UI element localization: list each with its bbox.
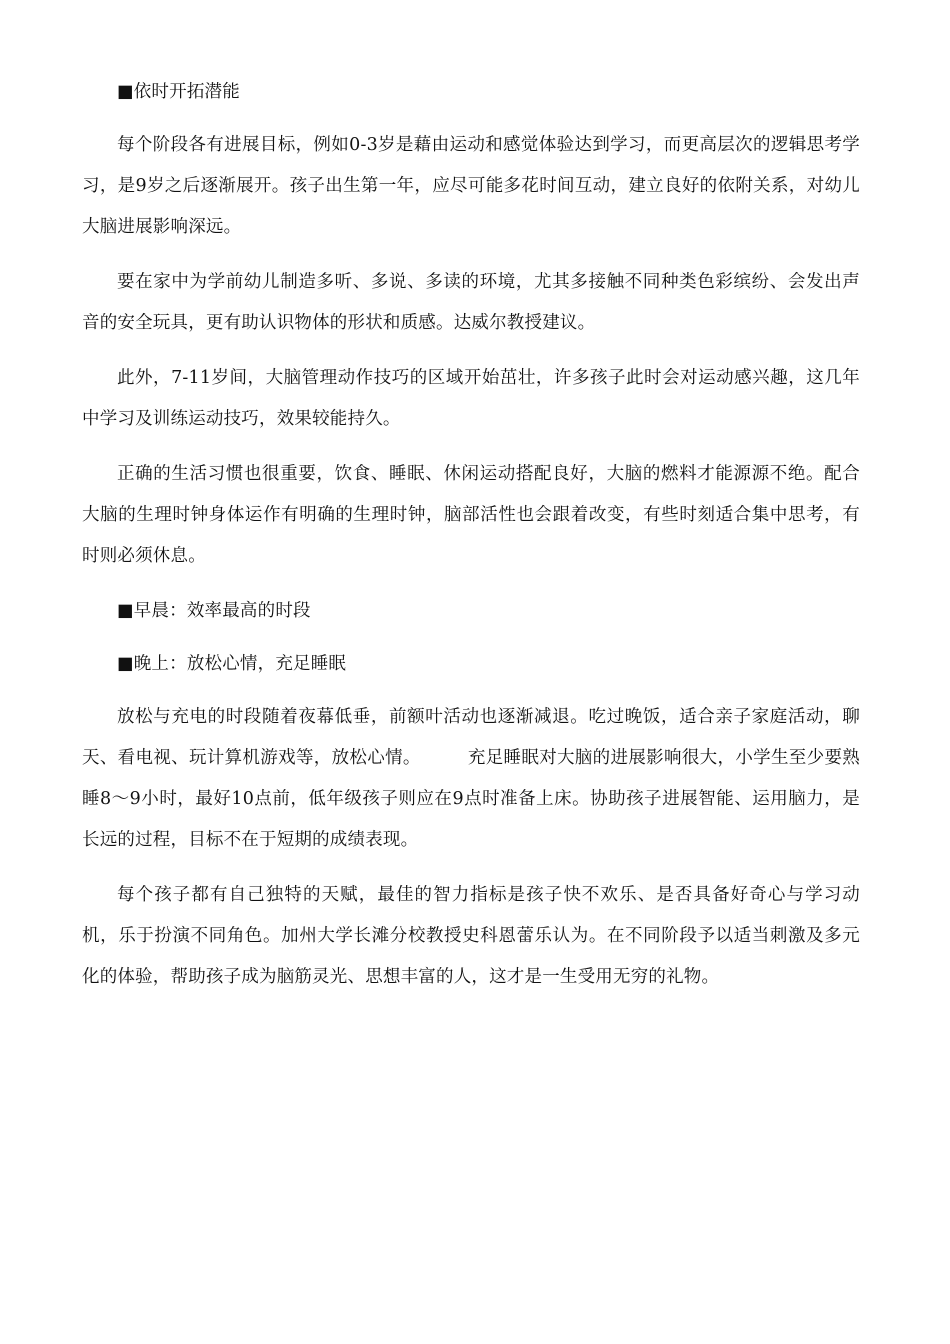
section-heading-evening: ■晚上：放松心情，充足睡眠	[117, 654, 347, 674]
paragraph-motor-skills: 此外，7-11岁间，大脑管理动作技巧的区域开始茁壮，许多孩子此时会对运动感兴趣，这几年中学习及训练运动技巧，效果较能持久。	[82, 368, 860, 429]
paragraph-development-goals: 每个阶段各有进展目标，例如0-3岁是藉由运动和感觉体验达到学习，而更高层次的逻辑思考学习，是9岁之后逐渐展开。孩子出生第一年，应尽可能多花时间互动，建立良好的依附关系，对幼儿大脑进展影响深远。	[82, 135, 860, 237]
section-heading-potential: ■依时开拓潜能	[117, 82, 240, 102]
section-heading-morning: ■早晨：效率最高的时段	[117, 601, 311, 621]
paragraph-evening-sleep: 放松与充电的时段随着夜幕低垂，前额叶活动也逐渐减退。吃过晚饭，适合亲子家庭活动，聊天、看电视、玩计算机游戏等，放松心情。 充足睡眠对大脑的进展影响很大，小学生至少要熟睡8～9小时，最好10点前，低年级孩子则应在9点时准备上床。协助孩子进展智能、运用脑力，是长远的过程，目标不在于短期的成绩表现。	[82, 707, 860, 850]
paragraph-talent: 每个孩子都有自己独特的天赋，最佳的智力指标是孩子快不欢乐、是否具备好奇心与学习动机，乐于扮演不同角色。加州大学长滩分校教授史科恩蕾乐认为。在不同阶段予以适当刺激及多元化的体验，帮助孩子成为脑筋灵光、思想丰富的人，这才是一生受用无穷的礼物。	[82, 885, 860, 987]
document-page	[82, 72, 860, 1012]
paragraph-living-habits: 正确的生活习惯也很重要，饮食、睡眠、休闲运动搭配良好，大脑的燃料才能源源不绝。配合大脑的生理时钟身体运作有明确的生理时钟，脑部活性也会跟着改变，有些时刻适合集中思考，有时则必须休息。	[82, 464, 860, 566]
paragraph-home-environment: 要在家中为学前幼儿制造多听、多说、多读的环境，尤其多接触不同种类色彩缤纷、会发出声音的安全玩具，更有助认识物体的形状和质感。达威尔教授建议。	[82, 272, 860, 333]
